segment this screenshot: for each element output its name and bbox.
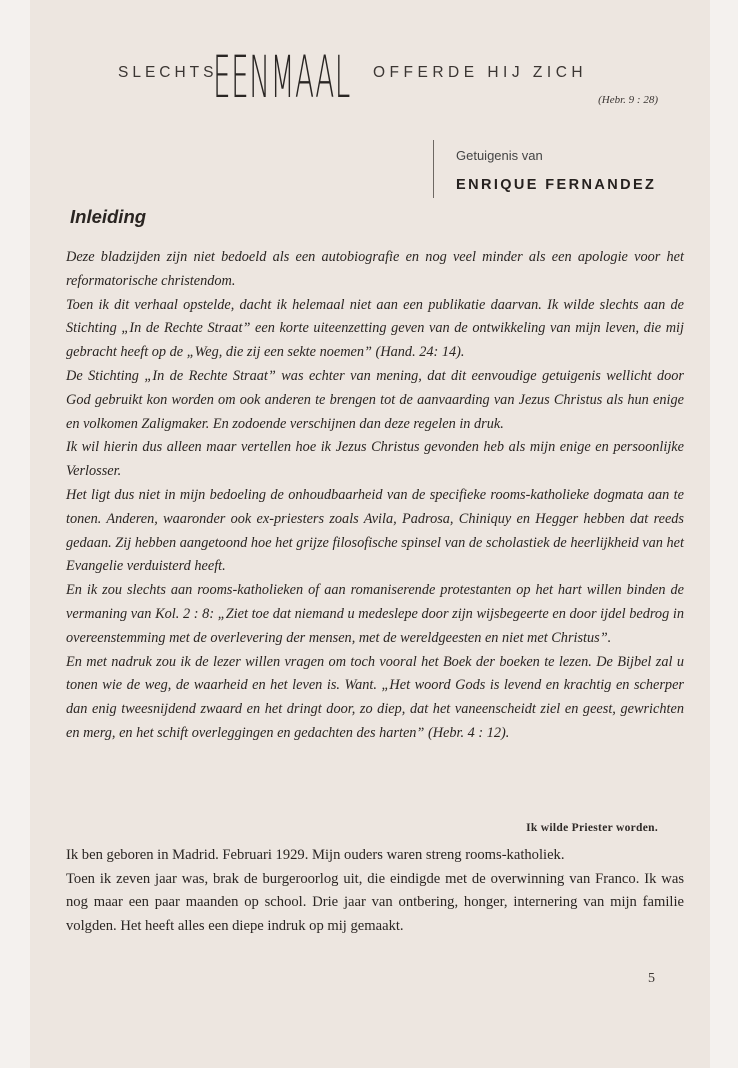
section-text [66,844,684,938]
testimony-block [433,140,657,198]
intro-text [66,246,684,746]
intro-paragraph: Toen ik dit verhaal opstelde, dacht ik helemaal niet aan een publikatie daarvan. Ik wilde slechts aan de Stichting „In de Rechte Straat” een korte uiteenzetting geven van de ontwikkeling van mijn leven, die mij gebracht heeft op de „Weg, die zij een sekte noemen” (Hand. 24: 14). [66,296,684,361]
page-number: 5 [648,971,655,986]
title-word-slechts: SLECHTS [118,64,218,81]
body-paragraph: Toen ik zeven jaar was, brak de burgeroorlog uit, die eindigde met de overwinning van Franco. Ik was nog maar een paar maanden op school. Drie jaar van ontbering, honger, internering van mijn familie volgden. Het heeft alles een diepe indruk op mij gemaakt. [66,870,684,934]
intro-paragraph: De Stichting „In de Rechte Straat” was echter van mening, dat dit eenvoudige getuigenis wellicht door God gebruikt kon worden om ook anderen te brengen tot de aanvaarding van Jezus Christus als hun enige en volkomen Zaligmaker. En zodoende verschijnen dan deze regelen in druk. [66,367,684,432]
testimony-label: Getuigenis van [456,148,543,163]
author-name: ENRIQUE FERNANDEZ [456,177,657,193]
intro-paragraph: Deze bladzijden zijn niet bedoeld als een autobiografie en nog veel minder als een apologie voor het reformatorische christendom. [66,249,684,289]
title-block [30,43,710,111]
title-word-offerde: OFFERDE HIJ ZICH [373,64,588,81]
section-subheading: Ik wilde Priester worden. [526,822,658,834]
title-reference: (Hebr. 9 : 28) [598,94,658,106]
intro-paragraph: Het ligt dus niet in mijn bedoeling de onhoudbaarheid van de specifieke rooms-katholieke dogmata aan te tonen. Anderen, waaronder ook ex-priesters zoals Avila, Padrosa, Chiniquy en Hegger hebben dat reeds gedaan. Zij hebben aangetoond hoe het grijze filosofische spinsel van de scholastiek de heerlijkheid van het Evangelie verduisterd heeft. [66,486,684,575]
body-paragraph: Ik ben geboren in Madrid. Februari 1929. Mijn ouders waren streng rooms-katholiek. [66,847,565,863]
book-page [30,0,710,1068]
intro-paragraph: En ik zou slechts aan rooms-katholieken of aan romaniserende protestanten op het hart willen binden de vermaning van Kol. 2 : 8: „Ziet toe dat niemand u medeslepe door zijn wijsbegeerte en door ijdel bedrog in overeenstemming met de overlevering der mensen, met de wereldgeesten en niet met Christus”. [66,582,684,646]
title-word-eenmaal: EENMAAL [213,43,351,111]
intro-paragraph: En met nadruk zou ik de lezer willen vragen om toch vooral het Boek der boeken te lezen. De Bijbel zal u tonen wie de weg, de waarheid en het leven is. Want. „Het woord Gods is levend en krachtig en scherper dan enig tweesnijdend zwaard en het dringt door, zo diep, dat het vaneenscheidt ziel en geest, gewrichten en merg, en het schift overleggingen en gedachten des harten” (Hebr. 4 : 12). [66,653,684,741]
intro-heading: Inleiding [70,206,147,227]
intro-paragraph: Ik wil hierin dus alleen maar vertellen hoe ik Jezus Christus gevonden heb als mijn enige en persoonlijke Verlosser. [66,439,684,480]
